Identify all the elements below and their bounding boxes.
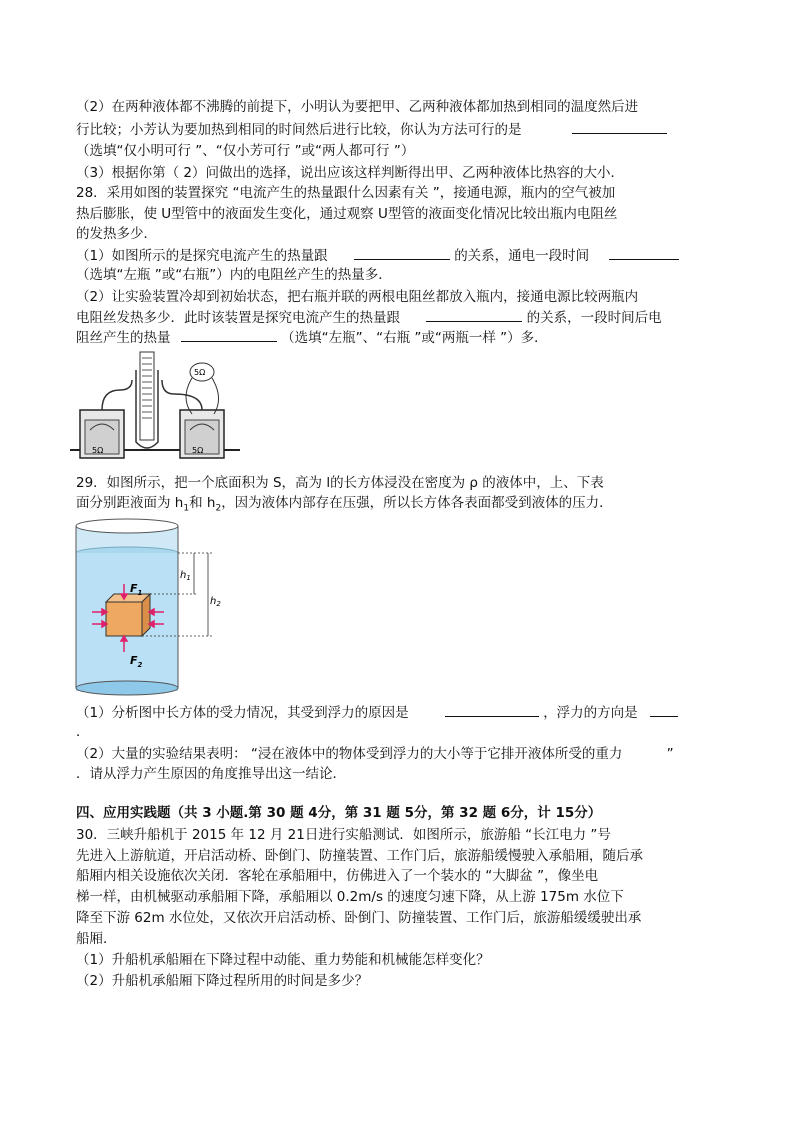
q29-blank-1[interactable] xyxy=(445,702,539,717)
q29-part1-line1 xyxy=(76,702,678,723)
q28-line2: 热后膨胀，使 U型管中的液面发生变化，通过观察 U型管的液面变化情况比较出瓶内电阻丝 xyxy=(76,206,618,222)
cuboid-front xyxy=(106,602,142,636)
q28-line3: 的发热多少． xyxy=(76,226,157,242)
q28-part1-line1 xyxy=(76,245,679,266)
q30-line2: 先进入上游航道，开启活动桥、卧倒门、防撞装置、工作门后，旅游船缓慢驶入承船厢，随后承 xyxy=(76,848,643,864)
q30-part1: （1）升船机承船厢在下降过程中动能、重力势能和机械能怎样变化？ xyxy=(76,952,490,968)
h2-label: $h_2$ xyxy=(210,596,221,608)
f2-label: $F_2$ xyxy=(130,654,143,669)
q27-part2-line3: （选填“仅小明可行 ”、“仅小芳可行 ”或“两人都可行 ”） xyxy=(76,143,415,159)
q28-part2-line1: （2）让实验装置冷却到初始状态，把右瓶并联的两根电阻丝都放入瓶内，接通电源比较两瓶内 xyxy=(76,289,639,305)
q29-part1-text-b: ，浮力的方向是 xyxy=(543,705,638,721)
q27-part2-line2 xyxy=(76,119,667,140)
q30-part2: （2）升船机承船厢下降过程所用的时间是多少？ xyxy=(76,973,369,989)
q28-blank-1[interactable] xyxy=(354,245,450,260)
left-resistor-label: 5Ω xyxy=(92,446,104,455)
q29-part2-line1 xyxy=(76,744,674,764)
q29-line1: 29．如图所示，把一个底面积为 S，高为 l的长方体浸没在密度为 ρ 的液体中，上、下表 xyxy=(76,475,604,491)
q28-part2-text-b: 的关系，一段时间后电 xyxy=(526,310,662,326)
q28-blank-2[interactable] xyxy=(609,245,679,260)
left-connecting-tube xyxy=(102,380,132,410)
right-resistor-label: 5Ω xyxy=(192,446,204,455)
q29-part2-text-a: （2）大量的实验结果表明： “浸在液体中的物体受到浮力的大小等于它排开液体所受的重力 xyxy=(76,746,623,762)
q27-part2-line1: （2）在两种液体都不沸腾的前提下，小明认为要把甲、乙两种液体都加热到相同的温度然后进 xyxy=(76,99,639,115)
q28-blank-4[interactable] xyxy=(181,327,277,342)
right-connecting-tube xyxy=(162,380,202,410)
q28-blank-3[interactable] xyxy=(426,307,522,322)
q28-part2-line3 xyxy=(76,327,548,348)
h1-label: $h_1$ xyxy=(180,570,191,582)
q29-part1-text-a: （1）分析图中长方体的受力情况，其受到浮力的原因是 xyxy=(76,705,409,721)
q27-part3: （3）根据你第（ 2）问做出的选择，说出应该这样判断得出甲、乙两种液体比热容的大小． xyxy=(76,165,624,181)
q28-part2-text-a: 电阻丝发热多少．此时该装置是探究电流产生的热量跟 xyxy=(76,310,400,326)
section4-title: 四、应用实践题（共 3 小题.第 30 题 4分，第 31 题 5分，第 32 题 6分，计 15分） xyxy=(76,805,602,821)
q29-text-c: ，因为液体内部存在压强，所以长方体各表面都受到液体的压力． xyxy=(221,495,613,511)
q27-answer-blank[interactable] xyxy=(572,119,667,134)
q29-text-a: 面分别距液面为 h xyxy=(76,495,184,511)
q28-part1-text-a: （1）如图所示的是探究电流产生的热量跟 xyxy=(76,248,328,264)
q28-apparatus-figure xyxy=(70,350,240,462)
q28-part2-text-d: （选填“左瓶”、“右瓶 ”或“两瓶一样 ”）多． xyxy=(281,330,548,346)
q29-text-b: 和 h xyxy=(189,495,216,511)
q29-part1-line2: ． xyxy=(76,724,90,740)
q29-part2-line2: ．请从浮力产生原因的角度推导出这一结论． xyxy=(76,766,346,782)
q28-part2-text-c: 阻丝产生的热量 xyxy=(76,330,171,346)
f1-label: $F_1$ xyxy=(130,582,143,597)
q30-line6: 船厢． xyxy=(76,931,117,947)
u-tube-scale xyxy=(140,352,154,440)
q30-line3: 船厢内相关设施依次关闭．客轮在承船厢中，仿佛进入了一个装水的 “大脚盆 ”，像坐电 xyxy=(76,868,599,884)
q28-part1-line2: （选填“左瓶 ”或“右瓶”）内的电阻丝产生的热量多． xyxy=(76,267,392,283)
external-resistor-label: 5Ω xyxy=(194,368,206,377)
q28-part1-text-b: 的关系，通电一段时间 xyxy=(454,248,590,264)
q29-cuboid-figure xyxy=(74,516,226,696)
cuboid-side xyxy=(142,594,150,636)
q29-part2-quote: ” xyxy=(666,746,674,762)
q29-blank-2[interactable] xyxy=(650,702,678,717)
q29-line2 xyxy=(76,493,613,519)
q28-part2-line2 xyxy=(76,307,662,328)
q30-line4: 梯一样，由机械驱动承船厢下降，承船厢以 0.2m/s 的速度匀速下降，从上游 175m 水位下 xyxy=(76,889,624,905)
q30-line1: 30．三峡升船机于 2015 年 12 月 21日进行实船测试．如图所示，旅游船 “长江电力 ”号 xyxy=(76,827,611,843)
q28-line1: 28．采用如图的装置探究 “电流产生的热量跟什么因素有关 ”，接通电源，瓶内的空气被加 xyxy=(76,185,616,201)
container-top-rim xyxy=(76,519,178,533)
q29-h2-sub: 2 xyxy=(215,503,222,514)
q30-line5: 降至下游 62m 水位处，又依次开启活动桥、卧倒门、防撞装置、工作门后，旅游船缓缓驶出承 xyxy=(76,910,642,926)
container-bottom xyxy=(76,681,178,695)
q27-part2-text: 行比较；小芳认为要加热到相同的时间然后进行比较，你认为方法可行的是 xyxy=(76,122,522,138)
q29-h1-sub: 1 xyxy=(183,503,190,514)
